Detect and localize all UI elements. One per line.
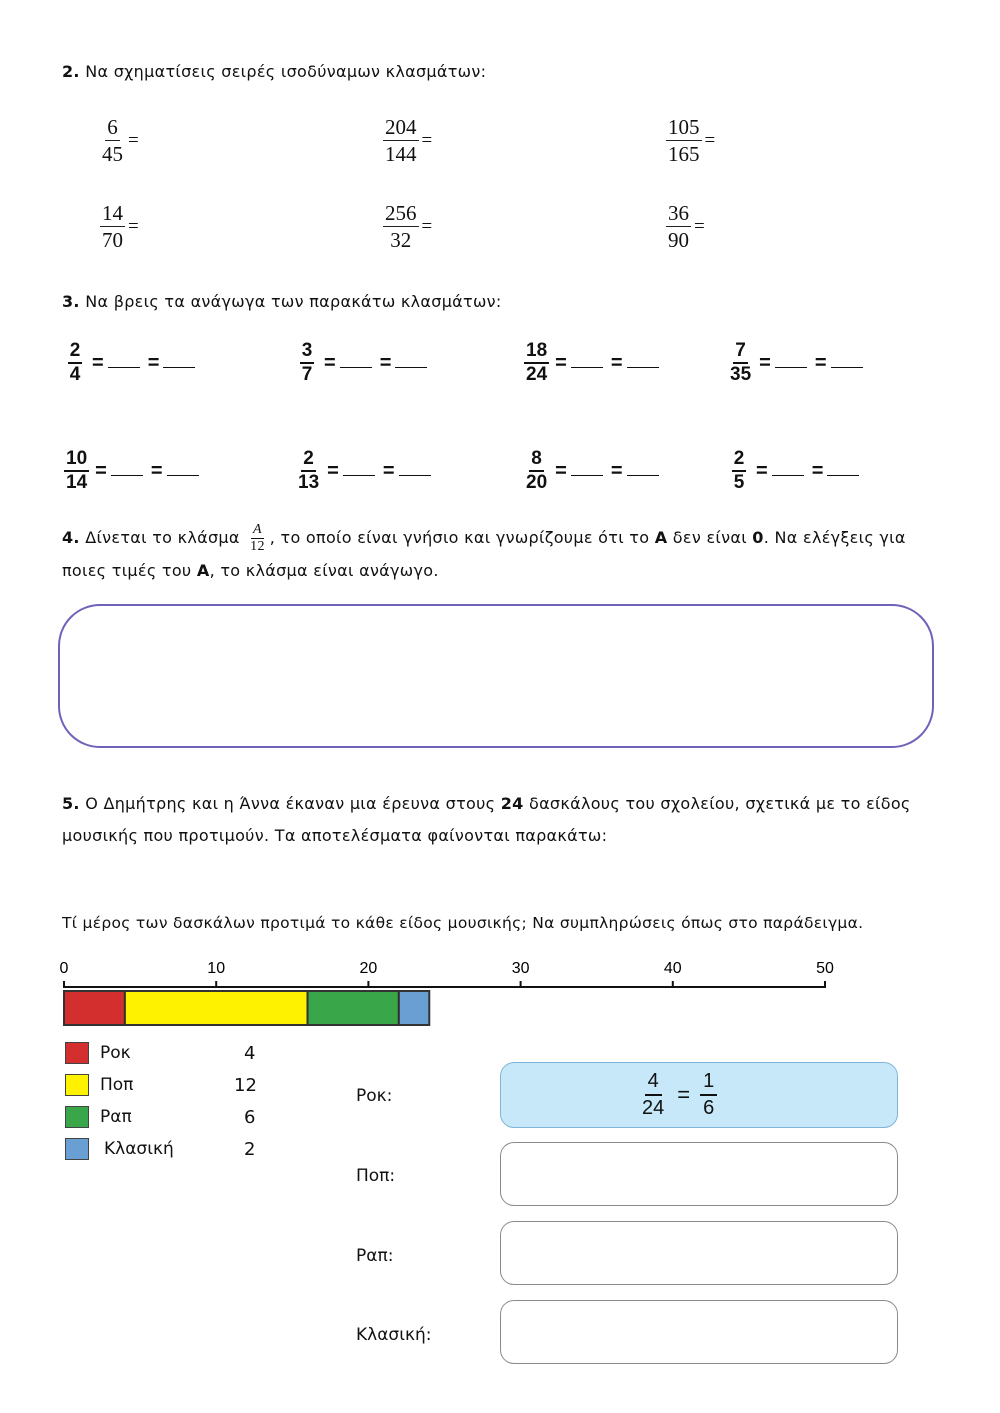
example-answer-box [500, 1062, 898, 1128]
q3-equals-1: = [92, 351, 104, 374]
q3-blank-1[interactable] [340, 359, 372, 368]
q2-numerator: 6 [107, 115, 118, 139]
q2-text: Να σχηματίσεις σειρές ισοδύναμων κλασμάτων: [85, 62, 487, 81]
bar-segment [64, 991, 125, 1025]
q2-numerator: 36 [668, 201, 689, 225]
q3-fraction [296, 340, 429, 386]
bar-segment [399, 991, 429, 1025]
legend-count: 12 [234, 1075, 257, 1096]
q2-equals: = [128, 215, 139, 237]
q4-frac-den: 12 [250, 539, 265, 554]
q3-blank-2[interactable] [163, 359, 195, 368]
q3-number: 3. [62, 292, 80, 311]
q2-fraction [666, 200, 705, 253]
q4-answer-box[interactable] [58, 604, 934, 748]
q5-prompt: Τί μέρος των δασκάλων προτιμά το κάθε είδος μουσικής; Να συμπληρώσεις όπως στο παράδειγμα. [62, 914, 864, 932]
q3-denominator: 7 [301, 364, 313, 385]
q4-text-3: . Να ελέγξεις για ποιες τιμές του [62, 528, 906, 580]
q3-blank-2[interactable] [627, 467, 659, 476]
q3-denominator: 4 [69, 364, 81, 385]
q4-bold-a2: Α [196, 561, 210, 580]
example-den-2: 6 [703, 1097, 715, 1119]
q4-inline-fraction [248, 522, 267, 555]
q3-denominator: 24 [526, 364, 548, 385]
legend-swatch [65, 1042, 89, 1064]
q3-fraction-body [64, 340, 86, 386]
q3-fraction [64, 340, 197, 386]
q3-blank-2[interactable] [395, 359, 427, 368]
legend-count: 6 [244, 1107, 256, 1128]
q3-blank-1[interactable] [775, 359, 807, 368]
x-tick-label: 0 [59, 960, 69, 977]
q3-numerator: 2 [732, 448, 747, 472]
q3-fraction [64, 448, 201, 494]
q2-denominator: 45 [102, 142, 123, 166]
q3-blank-2[interactable] [827, 467, 859, 476]
q2-numerator: 105 [668, 115, 700, 139]
q3-blank-2[interactable] [399, 467, 431, 476]
x-tick-label: 20 [359, 960, 378, 977]
q5-statement [62, 788, 942, 852]
q3-blank-1[interactable] [343, 467, 375, 476]
q5-text-1: Ο Δημήτρης και η Άννα έκαναν μια έρευνα στους [85, 794, 496, 813]
q4-number: 4. [62, 528, 80, 547]
answer-label-rap: Ραπ: [356, 1246, 394, 1266]
example-den-1: 24 [642, 1097, 665, 1119]
bar-segment [125, 991, 308, 1025]
example-frac-1 [639, 1069, 667, 1121]
example-num-1: 4 [645, 1069, 662, 1096]
legend-label: Κλασική [104, 1139, 174, 1159]
q5-text-2: δασκάλους του σχολείου, σχετικά με το είδος μουσικής που προτιμούν. Τα αποτελέσματα φαίνονται παρακάτω: [62, 794, 911, 845]
q3-equals-1: = [759, 351, 771, 374]
q2-numerator: 204 [385, 115, 417, 139]
q2-denominator: 32 [390, 228, 412, 252]
q3-fraction-body [728, 448, 750, 494]
legend-label: Ροκ [100, 1043, 131, 1063]
answer-box-classical[interactable] [500, 1300, 898, 1364]
q2-fraction [383, 200, 432, 253]
legend-label: Ραπ [100, 1107, 132, 1127]
q5-bold-24: 24 [500, 794, 524, 813]
example-frac-2 [700, 1069, 717, 1121]
q3-blank-1[interactable] [571, 467, 603, 476]
q3-blank-1[interactable] [108, 359, 140, 368]
x-tick-label: 40 [663, 960, 682, 977]
q3-equals-2: = [814, 351, 827, 374]
q3-numerator: 8 [529, 448, 544, 472]
x-tick-label: 10 [207, 960, 226, 977]
q3-numerator: 3 [300, 340, 315, 364]
q3-denominator: 13 [298, 472, 320, 493]
q2-denominator: 165 [668, 142, 700, 166]
q3-numerator: 2 [301, 448, 316, 472]
q2-number: 2. [62, 62, 80, 81]
q3-equals-2: = [147, 351, 160, 374]
q4-text-before: Δίνεται το κλάσμα [85, 528, 240, 547]
q4-text-4: , το κλάσμα είναι ανάγωγο. [209, 561, 439, 580]
q2-fraction [100, 114, 139, 167]
q3-fraction-body [296, 340, 318, 386]
legend-count: 2 [244, 1139, 256, 1160]
q3-numerator: 18 [524, 340, 549, 364]
q5-number: 5. [62, 794, 80, 813]
q3-fraction-body [64, 448, 89, 494]
q3-numerator: 7 [733, 340, 748, 364]
q2-fraction-body [100, 114, 125, 167]
q2-denominator: 90 [668, 228, 689, 252]
q3-blank-2[interactable] [167, 467, 199, 476]
example-label-rock: Ροκ: [356, 1086, 393, 1106]
q2-numerator: 14 [102, 201, 123, 225]
q3-title [62, 292, 502, 311]
q3-equals-1: = [327, 459, 339, 482]
legend-swatch [65, 1138, 89, 1160]
q3-blank-1[interactable] [772, 467, 804, 476]
q4-bold-a: Α [654, 528, 668, 547]
answer-label-classical: Κλασική: [356, 1325, 432, 1345]
q2-fraction-body [666, 114, 702, 167]
q3-text: Να βρεις τα ανάγωγα των παρακάτω κλασμάτων: [85, 292, 502, 311]
q3-numerator: 10 [64, 448, 89, 472]
answer-box-pop[interactable] [500, 1142, 898, 1206]
q2-fraction [666, 114, 715, 167]
q3-denominator: 14 [66, 472, 88, 493]
q3-fraction-body [524, 448, 549, 494]
q2-fraction-body [100, 200, 125, 253]
q3-equals-2: = [610, 459, 623, 482]
q3-fraction-body [524, 340, 549, 386]
example-fraction [639, 1069, 717, 1121]
q2-fraction-body [666, 200, 691, 253]
q2-equals: = [421, 129, 433, 151]
example-num-2: 1 [700, 1069, 717, 1096]
legend-label: Ποπ [100, 1075, 134, 1095]
q2-equals: = [128, 129, 139, 151]
q2-fraction [100, 200, 139, 253]
stacked-bar-chart [40, 950, 860, 1050]
bar-segment [308, 991, 399, 1025]
q2-denominator: 144 [385, 142, 417, 166]
q2-numerator: 256 [385, 201, 417, 225]
x-tick-label: 50 [816, 960, 834, 977]
q2-equals: = [704, 129, 716, 151]
q3-equals-1: = [95, 459, 107, 482]
q3-fraction [296, 448, 433, 494]
q3-blank-1[interactable] [571, 359, 603, 368]
q3-equals-2: = [379, 351, 392, 374]
q2-denominator: 70 [102, 228, 123, 252]
q2-fraction-body [383, 200, 419, 253]
q3-fraction [524, 340, 661, 386]
answer-label-pop: Ποπ: [356, 1166, 396, 1186]
q2-equals: = [694, 215, 705, 237]
q3-fraction-body [728, 340, 753, 386]
legend-swatch [65, 1074, 89, 1096]
q3-fraction [728, 448, 861, 494]
q3-equals-1: = [555, 459, 567, 482]
q3-fraction [524, 448, 661, 494]
example-equals: = [677, 1082, 691, 1107]
q2-fraction-body [383, 114, 419, 167]
q2-title [62, 62, 486, 81]
q3-fraction-body [296, 448, 321, 494]
legend-swatch [65, 1106, 89, 1128]
q3-equals-1: = [756, 459, 768, 482]
x-tick-label: 30 [511, 960, 530, 977]
q3-equals-2: = [382, 459, 395, 482]
q3-equals-1: = [555, 351, 567, 374]
answer-box-rap[interactable] [500, 1221, 898, 1285]
q3-equals-2: = [610, 351, 623, 374]
q3-numerator: 2 [68, 340, 83, 364]
q3-denominator: 20 [526, 472, 548, 493]
q3-equals-1: = [324, 351, 336, 374]
q3-blank-1[interactable] [111, 467, 143, 476]
q3-blank-2[interactable] [831, 359, 863, 368]
q3-blank-2[interactable] [627, 359, 659, 368]
q4-text-1: , το οποίο είναι γνήσιο και γνωρίζουμε ότι το [269, 528, 650, 547]
q3-equals-2: = [150, 459, 163, 482]
q4-statement [62, 522, 942, 587]
q2-fraction [383, 114, 432, 167]
q4-frac-num: A [253, 522, 262, 537]
q3-equals-2: = [811, 459, 824, 482]
q3-denominator: 5 [733, 472, 745, 493]
q2-equals: = [421, 215, 433, 237]
q3-fraction [728, 340, 865, 386]
q4-bold-zero: 0 [752, 528, 764, 547]
q3-denominator: 35 [730, 364, 752, 385]
legend-count: 4 [244, 1043, 256, 1064]
q4-text-2: δεν είναι [672, 528, 747, 547]
